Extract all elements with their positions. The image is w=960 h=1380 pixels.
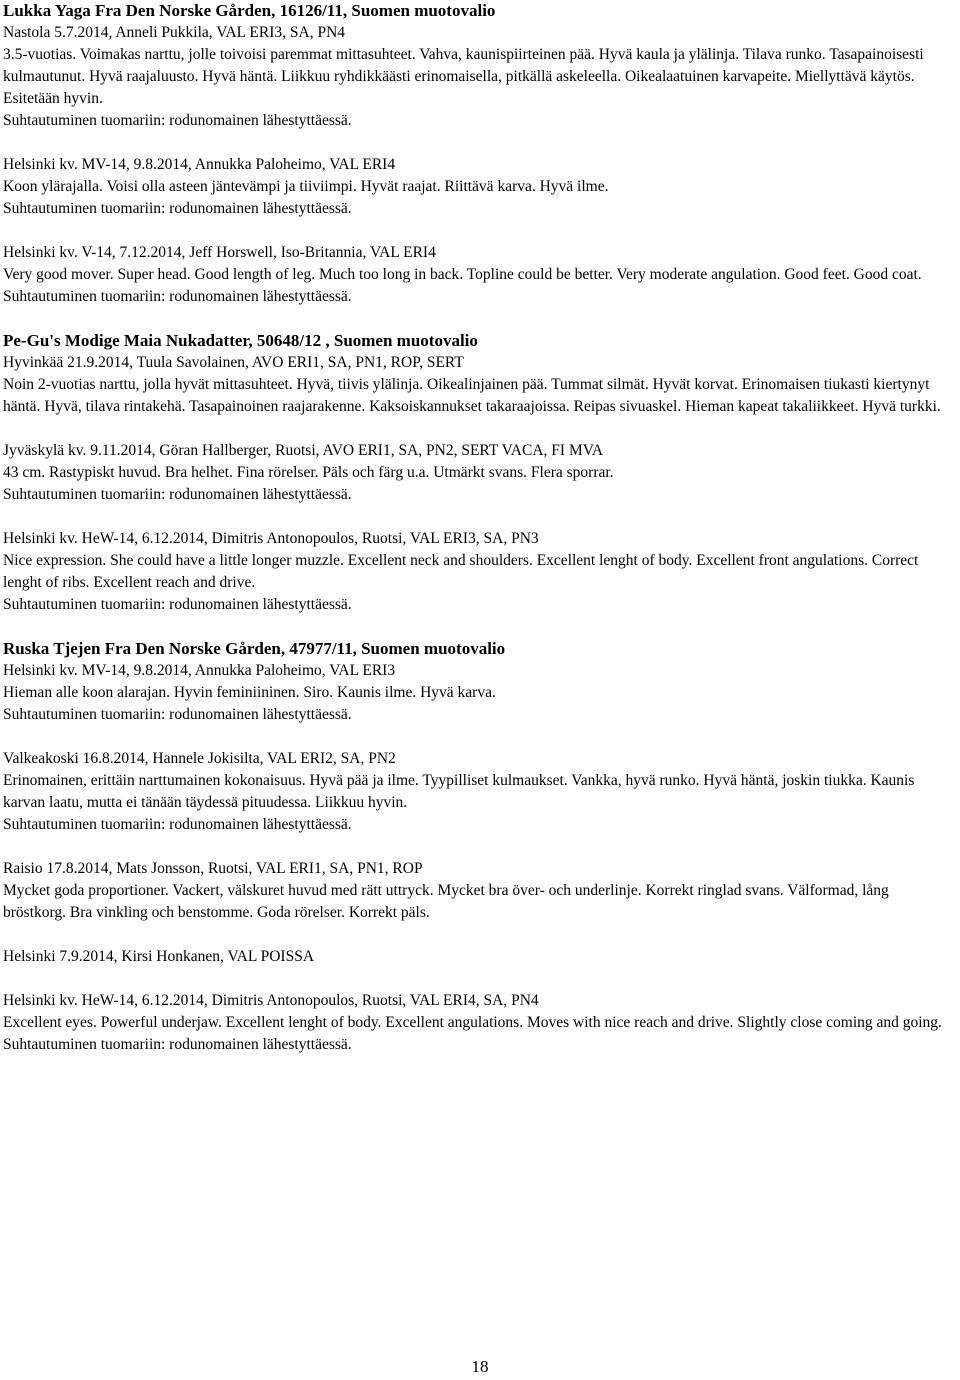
- critique-text: Erinomainen, erittäin narttumainen kokonaisuus. Hyvä pää ja ilme. Tyypilliset kulmaukset. Vankka, hyvä runko. Hyvä häntä, joskin tiukka. Kaunis karvan laatu, mutta ei tänään täydessä pituudessa. Liikkuu hyvin.: [3, 772, 915, 811]
- critique-temperament: Suhtautuminen tuomariin: rodunomainen lähestyttäessä.: [3, 816, 352, 833]
- critique: [3, 748, 955, 836]
- page-number: 18: [471, 1357, 489, 1376]
- critique-header: Helsinki kv. MV-14, 9.8.2014, Annukka Paloheimo, VAL ERI4: [3, 156, 396, 173]
- critique-header: Helsinki kv. HeW-14, 6.12.2014, Dimitris Antonopoulos, Ruotsi, VAL ERI3, SA, PN3: [3, 530, 539, 547]
- critique: [3, 242, 955, 308]
- critique: [3, 440, 955, 506]
- critique-text: 43 cm. Rastypiskt huvud. Bra helhet. Fina rörelser. Päls och färg u.a. Utmärkt svans. Flera sporrar.: [3, 464, 614, 481]
- critique-text: Nice expression. She could have a little longer muzzle. Excellent neck and shoulders. Excellent lenght of body. Excellent front angulations. Correct lenght of ribs. Excellent reach and drive.: [3, 552, 919, 591]
- critique-temperament: Suhtautuminen tuomariin: rodunomainen lähestyttäessä.: [3, 1036, 352, 1053]
- critique-header: Jyväskylä kv. 9.11.2014, Göran Hallberger, Ruotsi, AVO ERI1, SA, PN2, SERT VACA, FI MVA: [3, 442, 604, 459]
- critique: [3, 660, 955, 726]
- critique-temperament: Suhtautuminen tuomariin: rodunomainen lähestyttäessä.: [3, 486, 352, 503]
- critique-text: Very good mover. Super head. Good length of leg. Much too long in back. Topline could be better. Very moderate angulation. Good feet. Good coat.: [3, 266, 922, 283]
- critique-text: 3.5-vuotias. Voimakas narttu, jolle toivoisi paremmat mittasuhteet. Vahva, kaunispiirteinen pää. Hyvä kaula ja ylälinja. Tilava runko. Tasapainoisesti kulmautunut. Hyvä raajaluusto. Hyvä häntä. Liikkuu ryhdikkäästi erinomaisella, pitkällä askeleella. Oikealaatuinen karvapeite. Miellyttävä käytös. Esitetään hyvin.: [3, 46, 924, 107]
- critique-header: Helsinki kv. MV-14, 9.8.2014, Annukka Paloheimo, VAL ERI3: [3, 662, 396, 679]
- dog-entry: [3, 330, 955, 616]
- dog-entry: [3, 0, 955, 308]
- critique-temperament: Suhtautuminen tuomariin: rodunomainen lähestyttäessä.: [3, 288, 352, 305]
- critique-temperament: Suhtautuminen tuomariin: rodunomainen lähestyttäessä.: [3, 706, 352, 723]
- critique-temperament: Suhtautuminen tuomariin: rodunomainen lähestyttäessä.: [3, 112, 352, 129]
- critique: [3, 990, 955, 1056]
- document-page: [3, 0, 955, 1056]
- critique-text: Koon ylärajalla. Voisi olla asteen jäntevämpi ja tiiviimpi. Hyvät raajat. Riittävä karva. Hyvä ilme.: [3, 178, 609, 195]
- critique-header: Hyvinkää 21.9.2014, Tuula Savolainen, AVO ERI1, SA, PN1, ROP, SERT: [3, 354, 464, 371]
- critique: [3, 946, 955, 968]
- critique-header: Helsinki 7.9.2014, Kirsi Honkanen, VAL POISSA: [3, 948, 315, 965]
- critique-text: Excellent eyes. Powerful underjaw. Excellent lenght of body. Excellent angulations. Moves with nice reach and drive. Slightly close coming and going.: [3, 1014, 942, 1031]
- critique: [3, 528, 955, 616]
- critique-temperament: Suhtautuminen tuomariin: rodunomainen lähestyttäessä.: [3, 596, 352, 613]
- critique: [3, 22, 955, 132]
- dog-title: Pe-Gu's Modige Maia Nukadatter, 50648/12 , Suomen muotovalio: [3, 331, 478, 350]
- dog-title: Ruska Tjejen Fra Den Norske Gården, 47977/11, Suomen muotovalio: [3, 639, 506, 658]
- critique-header: Nastola 5.7.2014, Anneli Pukkila, VAL ERI3, SA, PN4: [3, 24, 346, 41]
- dog-title: Lukka Yaga Fra Den Norske Gården, 16126/11, Suomen muotovalio: [3, 1, 496, 20]
- critique-text: Mycket goda proportioner. Vackert, välskuret huvud med rätt uttryck. Mycket bra över- och underlinje. Korrekt ringlad svans. Välformad, lång bröstkorg. Bra vinkling och benstomme. Goda rörelser. Korrekt päls.: [3, 882, 889, 921]
- critique-temperament: Suhtautuminen tuomariin: rodunomainen lähestyttäessä.: [3, 200, 352, 217]
- critique: [3, 154, 955, 220]
- critique-header: Helsinki kv. V-14, 7.12.2014, Jeff Horswell, Iso-Britannia, VAL ERI4: [3, 244, 436, 261]
- critique-text: Noin 2-vuotias narttu, jolla hyvät mittasuhteet. Hyvä, tiivis ylälinja. Oikealinjainen pää. Tummat silmät. Hyvät korvat. Erinomaisen tiukasti kiertynyt häntä. Hyvä, tilava rintakehä. Tasapainoinen raajarakenne. Kaksoiskannukset takaraajoissa. Reipas sivuaskel. Hieman kapeat takaliikkeet. Hyvä turkki.: [3, 376, 941, 415]
- critique-header: Raisio 17.8.2014, Mats Jonsson, Ruotsi, VAL ERI1, SA, PN1, ROP: [3, 860, 423, 877]
- dog-entry: [3, 638, 955, 1056]
- critique-header: Helsinki kv. HeW-14, 6.12.2014, Dimitris Antonopoulos, Ruotsi, VAL ERI4, SA, PN4: [3, 992, 539, 1009]
- critique: [3, 352, 955, 418]
- critique-text: Hieman alle koon alarajan. Hyvin feminiininen. Siro. Kaunis ilme. Hyvä karva.: [3, 684, 496, 701]
- critique: [3, 858, 955, 924]
- critique-header: Valkeakoski 16.8.2014, Hannele Jokisilta, VAL ERI2, SA, PN2: [3, 750, 396, 767]
